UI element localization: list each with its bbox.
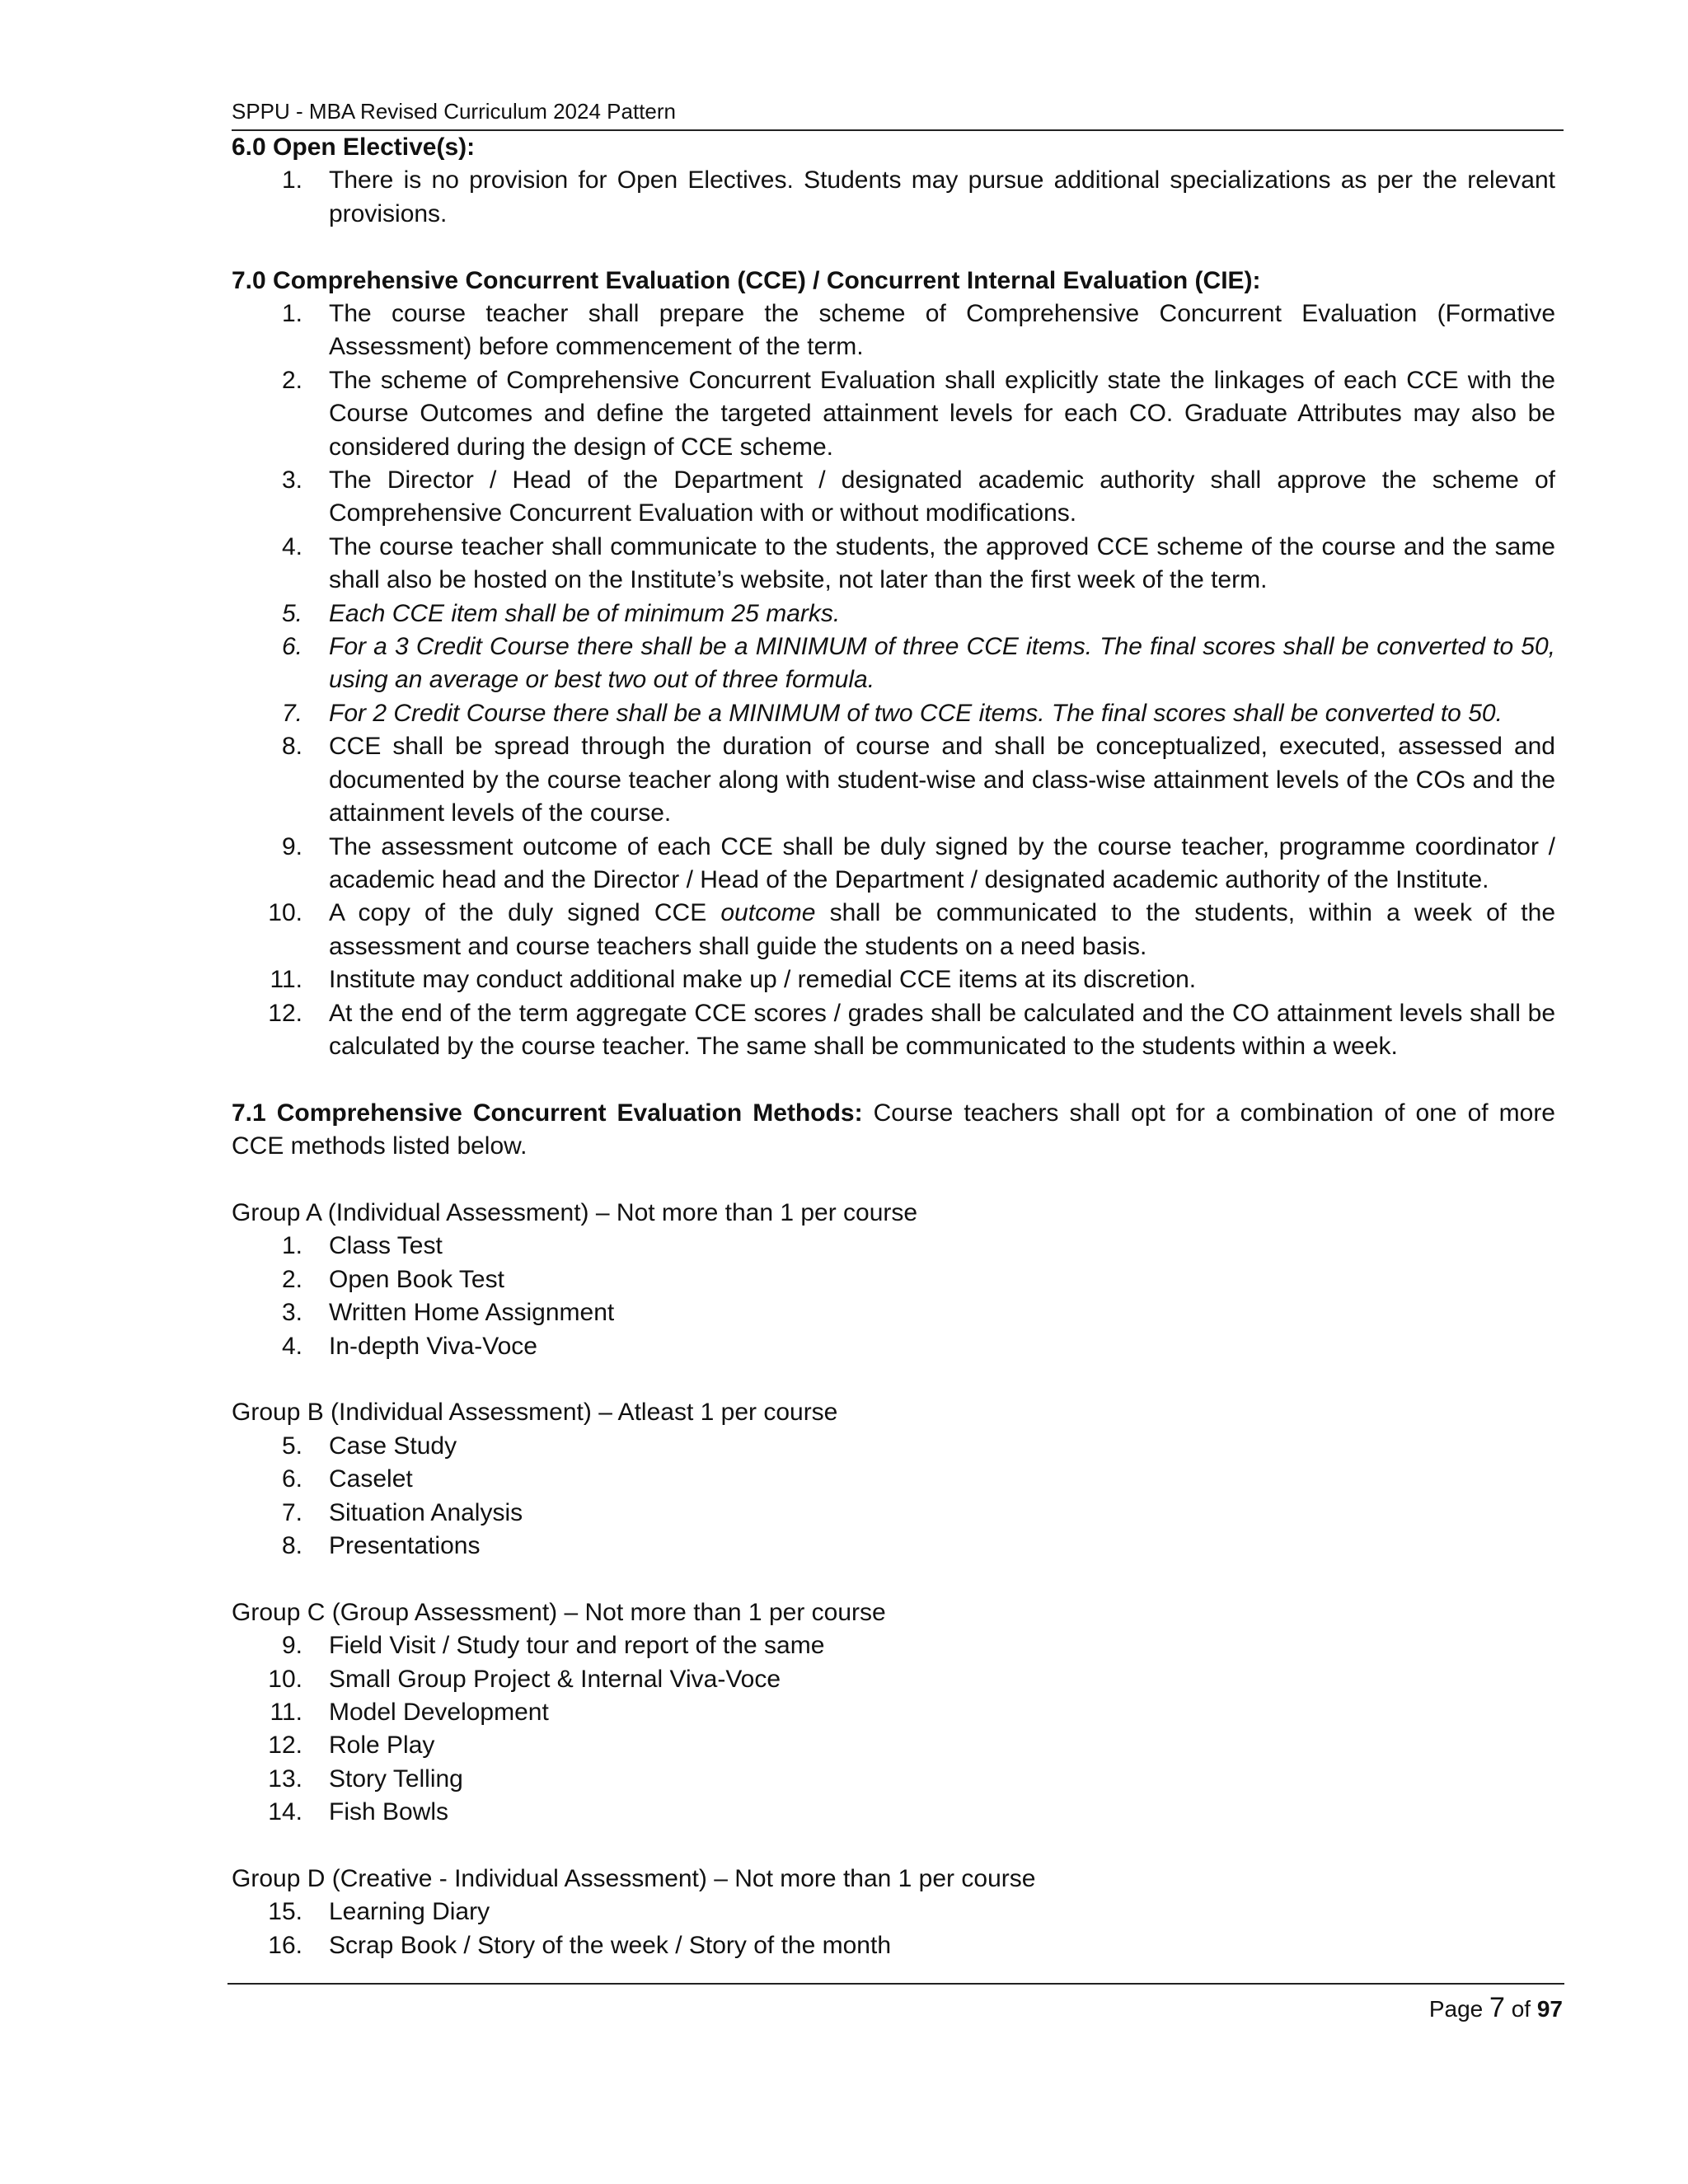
- section-6-list: [232, 164, 1555, 231]
- list-item-number: 1.: [281, 1232, 302, 1260]
- list-item: [232, 1896, 1555, 1929]
- list-item-number: 12.: [268, 1732, 302, 1760]
- group-a-list: [232, 1230, 1555, 1363]
- list-item-text: Learning Diary: [329, 1898, 490, 1926]
- list-item-number: 14.: [268, 1798, 302, 1826]
- list-item: [232, 831, 1555, 898]
- list-item-text: Caselet: [329, 1465, 413, 1493]
- list-item-text: Class Test: [329, 1232, 443, 1260]
- list-item-text: Open Book Test: [329, 1265, 504, 1293]
- list-item-text: CCE shall be spread through the duration of course and shall be conceptualized, executed, assessed and documented by the course teacher along with student-wise and class-wise attainment levels of the COs and the attainment levels of the course.: [329, 733, 1555, 827]
- list-item-text: The Director / Head of the Department / designated academic authority shall approve the scheme of Comprehensive Concurrent Evaluation with or without modifications.: [329, 466, 1555, 527]
- list-item-number: 7.: [281, 1498, 302, 1526]
- list-item-number: 9.: [281, 1632, 302, 1660]
- list-item-text: The assessment outcome of each CCE shall be duly signed by the course teacher, programme coordinator / academic head and the Director / Head of the Department / designated academic authority of the Institute.: [329, 832, 1555, 893]
- section-7-1-text: Course teachers shall opt for a combination of one of more CCE methods listed below.: [232, 1099, 1555, 1160]
- page-of-label: of: [1504, 1996, 1537, 2022]
- list-item: [232, 1463, 1555, 1496]
- group-c-title: Group C (Group Assessment) – Not more than 1 per course: [232, 1598, 886, 1626]
- list-item: [232, 164, 1555, 231]
- running-header: SPPU - MBA Revised Curriculum 2024 Pattern: [232, 99, 676, 124]
- group-a-title: Group A (Individual Assessment) – Not more than 1 per course: [232, 1198, 918, 1226]
- list-item-number: 3.: [281, 466, 302, 494]
- list-item-number: 1.: [281, 166, 302, 194]
- list-item-number: 3.: [281, 1299, 302, 1327]
- spacer: [232, 1063, 1555, 1096]
- list-item: [232, 1497, 1555, 1530]
- list-item-number: 10.: [268, 1665, 302, 1693]
- list-item-text: Fish Bowls: [329, 1798, 449, 1826]
- list-item: [232, 630, 1555, 697]
- list-item-text-emphasis: outcome: [720, 899, 816, 927]
- list-item-text: There is no provision for Open Electives. Students may pursue additional specializations as per the relevant provisions.: [329, 166, 1555, 227]
- list-item-number: 5.: [281, 599, 302, 627]
- group-b-title: Group B (Individual Assessment) – Atleast 1 per course: [232, 1399, 838, 1427]
- section-7-1-paragraph: [232, 1097, 1555, 1164]
- list-item-text: Situation Analysis: [329, 1498, 523, 1526]
- list-item-number: 5.: [281, 1432, 302, 1460]
- total-pages-number: 97: [1536, 1996, 1563, 2022]
- list-item: [232, 697, 1555, 730]
- list-item-number: 11.: [270, 1699, 302, 1727]
- list-item-number: 2.: [281, 366, 302, 394]
- list-item-number: 9.: [281, 832, 302, 860]
- group-c-list: [232, 1629, 1555, 1829]
- list-item-number: 10.: [268, 899, 302, 927]
- section-7-heading: 7.0 Comprehensive Concurrent Evaluation (CCE) / Concurrent Internal Evaluation (CIE):: [232, 266, 1261, 294]
- list-item: [232, 531, 1555, 598]
- list-item: [232, 1530, 1555, 1563]
- group-d-title: Group D (Creative - Individual Assessment) – Not more than 1 per course: [232, 1865, 1036, 1893]
- section-7-list: [232, 298, 1555, 1063]
- section-6-heading: 6.0 Open Elective(s):: [232, 134, 476, 161]
- list-item-text: Presentations: [329, 1532, 481, 1559]
- list-item: [232, 1430, 1555, 1463]
- list-item-text: Each CCE item shall be of minimum 25 marks.: [329, 599, 841, 627]
- section-7-1-heading: 7.1 Comprehensive Concurrent Evaluation Methods:: [232, 1099, 863, 1127]
- list-item-text: The course teacher shall communicate to the students, the approved CCE scheme of the course and the same shall also be hosted on the Institute’s website, not later than the first week of the term.: [329, 532, 1555, 594]
- list-item-number: 8.: [281, 1532, 302, 1559]
- list-item-text: At the end of the term aggregate CCE scores / grades shall be calculated and the CO attainment levels shall be calculated by the course teacher. The same shall be communicated to the students within a week.: [329, 999, 1555, 1060]
- spacer: [232, 231, 1555, 264]
- list-item-number: 2.: [281, 1265, 302, 1293]
- group-b-list: [232, 1430, 1555, 1563]
- list-item-text: Case Study: [329, 1432, 457, 1460]
- list-item-text: In-depth Viva-Voce: [329, 1332, 537, 1360]
- list-item-number: 4.: [281, 532, 302, 560]
- list-item-text: Story Telling: [329, 1765, 463, 1793]
- list-item: [232, 1929, 1555, 1962]
- list-item-number: 11.: [270, 966, 302, 994]
- list-item-number: 6.: [281, 1465, 302, 1493]
- list-item-text: Small Group Project & Internal Viva-Voce: [329, 1665, 781, 1693]
- list-item-text: For a 3 Credit Course there shall be a MINIMUM of three CCE items. The final scores shall be converted to 50, using an average or best two out of three formula.: [329, 633, 1555, 694]
- list-item-number: 16.: [268, 1931, 302, 1959]
- list-item-text: The course teacher shall prepare the scheme of Comprehensive Concurrent Evaluation (Formative Assessment) before commencement of the term.: [329, 300, 1555, 361]
- list-item: [232, 1296, 1555, 1329]
- list-item: [232, 464, 1555, 531]
- list-item-text: Institute may conduct additional make up / remedial CCE items at its discretion.: [329, 966, 1197, 994]
- list-item-number: 4.: [281, 1332, 302, 1360]
- list-item-number: 12.: [268, 999, 302, 1027]
- list-item-text: [329, 897, 1555, 963]
- page-label: Page: [1428, 1996, 1489, 2022]
- list-item-number: 13.: [268, 1765, 302, 1793]
- list-item: [232, 730, 1555, 830]
- list-item-text: The scheme of Comprehensive Concurrent Evaluation shall explicitly state the linkages of each CCE with the Course Outcomes and define the targeted attainment levels for each CO. Graduate Attributes may also be considered during the design of CCE scheme.: [329, 366, 1555, 461]
- list-item-number: 1.: [281, 300, 302, 328]
- list-item: [232, 1330, 1555, 1363]
- group-d-list: [232, 1896, 1555, 1962]
- list-item-text: Field Visit / Study tour and report of the same: [329, 1632, 825, 1660]
- list-item: [232, 1663, 1555, 1696]
- page-content: [232, 131, 1555, 1962]
- list-item-text-part: A copy of the duly signed CCE: [329, 899, 721, 927]
- list-item-text: Role Play: [329, 1732, 435, 1760]
- page-number: [1429, 1993, 1563, 2024]
- list-item-number: 7.: [281, 699, 302, 727]
- list-item-text-part: shall be communicated to the students, within a week of the assessment and course teachers shall guide the students on a need basis.: [329, 899, 1556, 960]
- list-item-text: Scrap Book / Story of the week / Story of the month: [329, 1931, 892, 1959]
- spacer: [232, 1164, 1555, 1197]
- list-item: [232, 364, 1555, 464]
- list-item: [232, 1230, 1555, 1263]
- list-item: [232, 1629, 1555, 1662]
- list-item: [232, 1729, 1555, 1762]
- list-item: [232, 598, 1555, 630]
- list-item: [232, 897, 1555, 963]
- list-item: [232, 1796, 1555, 1829]
- spacer: [232, 1830, 1555, 1863]
- list-item-number: 6.: [281, 633, 302, 661]
- list-item-text: Model Development: [329, 1699, 549, 1727]
- list-item-text: For 2 Credit Course there shall be a MINIMUM of two CCE items. The final scores shall be converted to 50.: [329, 699, 1503, 727]
- list-item-number: 15.: [268, 1898, 302, 1926]
- current-page-number: 7: [1489, 1992, 1505, 2023]
- spacer: [232, 1363, 1555, 1396]
- list-item: [232, 963, 1555, 996]
- list-item: [232, 1263, 1555, 1296]
- footer-divider: [227, 1983, 1564, 1985]
- list-item: [232, 1696, 1555, 1729]
- list-item-number: 8.: [281, 733, 302, 761]
- spacer: [232, 1563, 1555, 1596]
- list-item: [232, 1763, 1555, 1796]
- list-item: [232, 997, 1555, 1064]
- list-item: [232, 298, 1555, 364]
- list-item-text: Written Home Assignment: [329, 1299, 615, 1327]
